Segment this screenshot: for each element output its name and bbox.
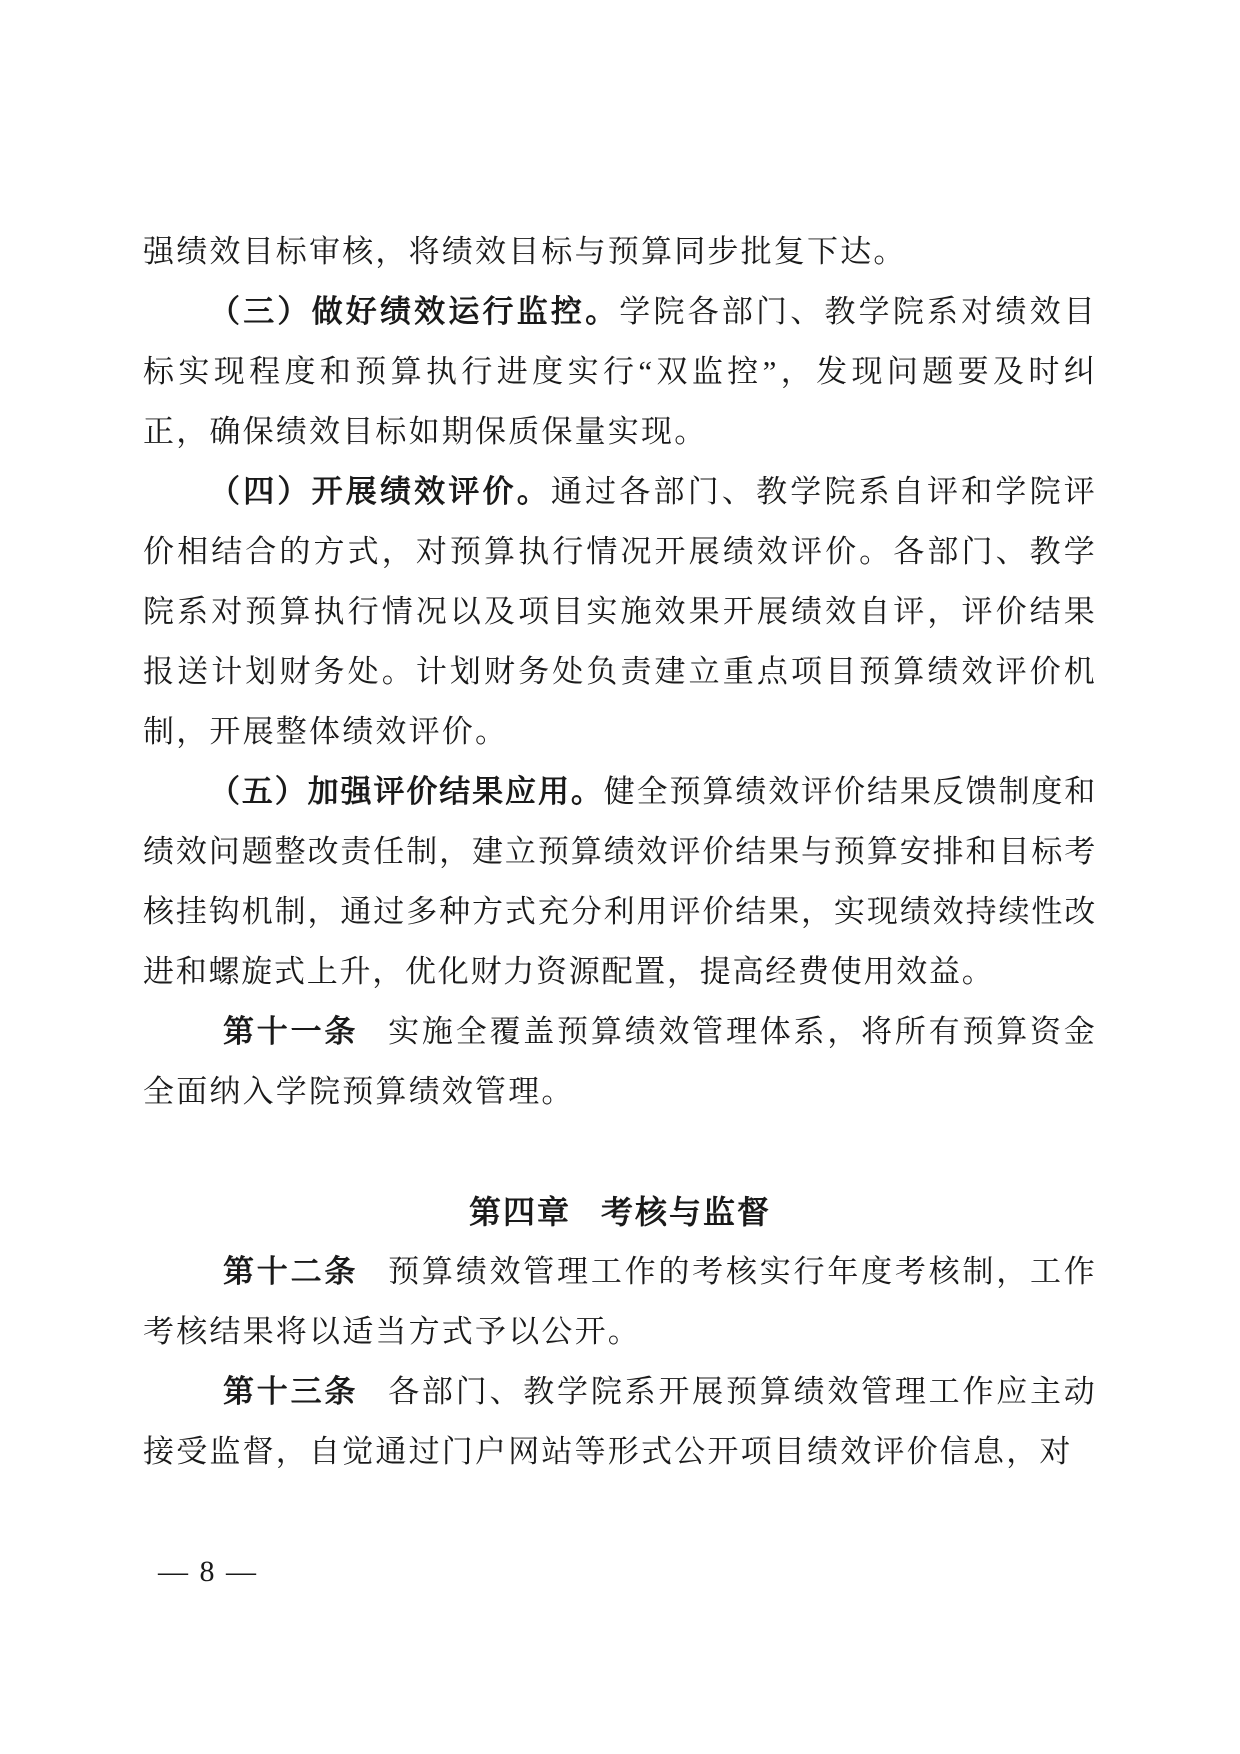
clause-paragraph-5 xyxy=(143,762,1097,1002)
document-body xyxy=(143,222,1097,1482)
article-12-text: 预算绩效管理工作的考核实行年度考核制，工作考核结果将以适当方式予以公开。 xyxy=(143,1254,1097,1349)
clause-5-text: 健全预算绩效评价结果反馈制度和绩效问题整改责任制，建立预算绩效评价结果与预算安排和目标考核挂钩机制，通过多种方式充分利用评价结果，实现绩效持续性改进和螺旋式上升，优化财力资源配置，提高经费使用效益。 xyxy=(143,774,1098,989)
clause-paragraph-3 xyxy=(143,282,1097,462)
chapter-number: 第四章 xyxy=(468,1194,571,1230)
paragraph-continuation: 强绩效目标审核，将绩效目标与预算同步批复下达。 xyxy=(143,234,907,269)
article-12-number: 第十二条 xyxy=(223,1254,359,1289)
clause-5-title: （五）加强评价结果应用。 xyxy=(209,774,604,809)
clause-paragraph-4 xyxy=(143,462,1097,762)
clause-3-title: （三）做好绩效运行监控。 xyxy=(209,294,620,329)
clause-4-text: 通过各部门、教学院系自评和学院评价相结合的方式，对预算执行情况开展绩效评价。各部门、教学院系对预算执行情况以及项目实施效果开展绩效自评，评价结果报送计划财务处。计划财务处负责建立重点项目预算绩效评价机制，开展整体绩效评价。 xyxy=(143,474,1097,749)
chapter-heading xyxy=(143,1182,1097,1242)
article-11-number: 第十一条 xyxy=(223,1014,359,1049)
page-number-footer: — 8 — xyxy=(158,1555,258,1588)
article-13-paragraph xyxy=(143,1362,1097,1482)
article-13-text: 各部门、教学院系开展预算绩效管理工作应主动接受监督，自觉通过门户网站等形式公开项目绩效评价信息，对 xyxy=(143,1374,1097,1469)
article-12-paragraph xyxy=(143,1242,1097,1362)
chapter-title: 考核与监督 xyxy=(601,1194,772,1230)
clause-4-title: （四）开展绩效评价。 xyxy=(209,474,551,509)
clause-3-text: 学院各部门、教学院系对绩效目标实现程度和预算执行进度实行“双监控”，发现问题要及时纠正，确保绩效目标如期保质保量实现。 xyxy=(143,294,1097,449)
article-11-paragraph xyxy=(143,1002,1097,1122)
article-13-number: 第十三条 xyxy=(223,1374,359,1409)
article-11-text: 实施全覆盖预算绩效管理体系，将所有预算资金全面纳入学院预算绩效管理。 xyxy=(143,1014,1097,1109)
